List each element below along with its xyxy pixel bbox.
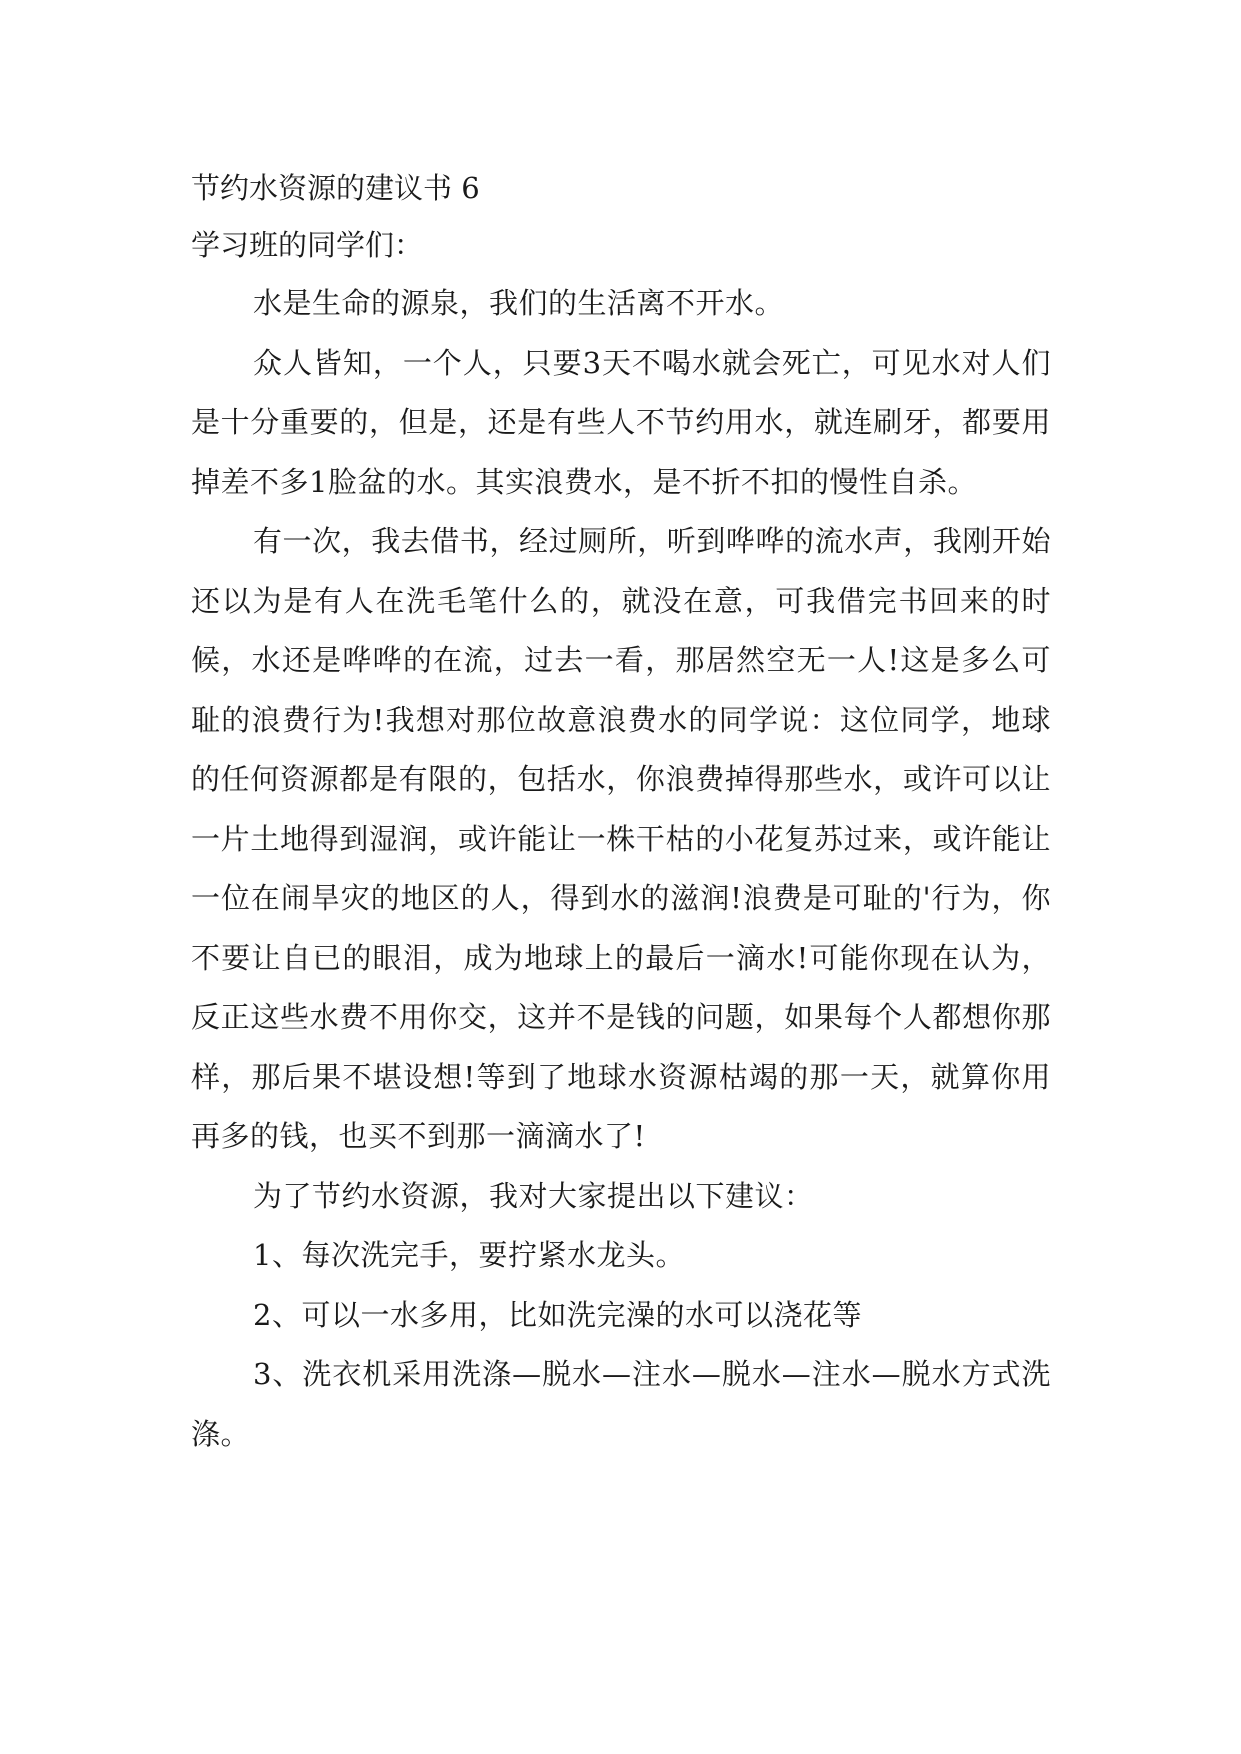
suggestion-item-1: 1、每次洗完手，要拧紧水龙头。	[253, 1238, 685, 1272]
paragraph-importance: 众人皆知，一个人，只要3天不喝水就会死亡，可见水对人们是十分重要的，但是，还是有些人不节约用水，就连刷牙，都要用掉差不多1脸盆的水。其实浪费水，是不折不扣的慢性自杀。	[191, 345, 1051, 499]
document-title: 节约水资源的建议书 6	[191, 171, 480, 205]
paragraph-intro: 水是生命的源泉，我们的生活离不开水。	[253, 286, 785, 320]
suggestion-item-2: 2、可以一水多用，比如洗完澡的水可以浇花等	[253, 1297, 862, 1332]
salutation: 学习班的同学们：	[191, 228, 424, 262]
paragraph-suggestions-intro: 为了节约水资源，我对大家提出以下建议：	[253, 1178, 814, 1213]
suggestion-item-3: 3、洗衣机采用洗涤—脱水—注水—脱水—注水—脱水方式洗涤。	[191, 1357, 1051, 1451]
document-page	[191, 160, 1051, 1464]
paragraph-story: 有一次，我去借书，经过厕所，听到哗哗的流水声，我刚开始还以为是有人在洗毛笔什么的，就没在意，可我借完书回来的时候，水还是哗哗的在流，过去一看，那居然空无一人!这是多么可耻的浪费行为!我想对那位故意浪费水的同学说：这位同学，地球的任何资源都是有限的，包括水，你浪费掉得那些水，或许可以让一片土地得到湿润，或许能让一株干枯的小花复苏过来，或许能让一位在闹旱灾的地区的人，得到水的滋润!浪费是可耻的'行为，你不要让自已的眼泪，成为地球上的最后一滴水!可能你现在认为，反正这些水费不用你交，这并不是钱的问题，如果每个人都想你那样，那后果不堪设想!等到了地球水资源枯竭的那一天，就算你用再多的钱，也买不到那一滴滴水了!	[191, 524, 1051, 1153]
